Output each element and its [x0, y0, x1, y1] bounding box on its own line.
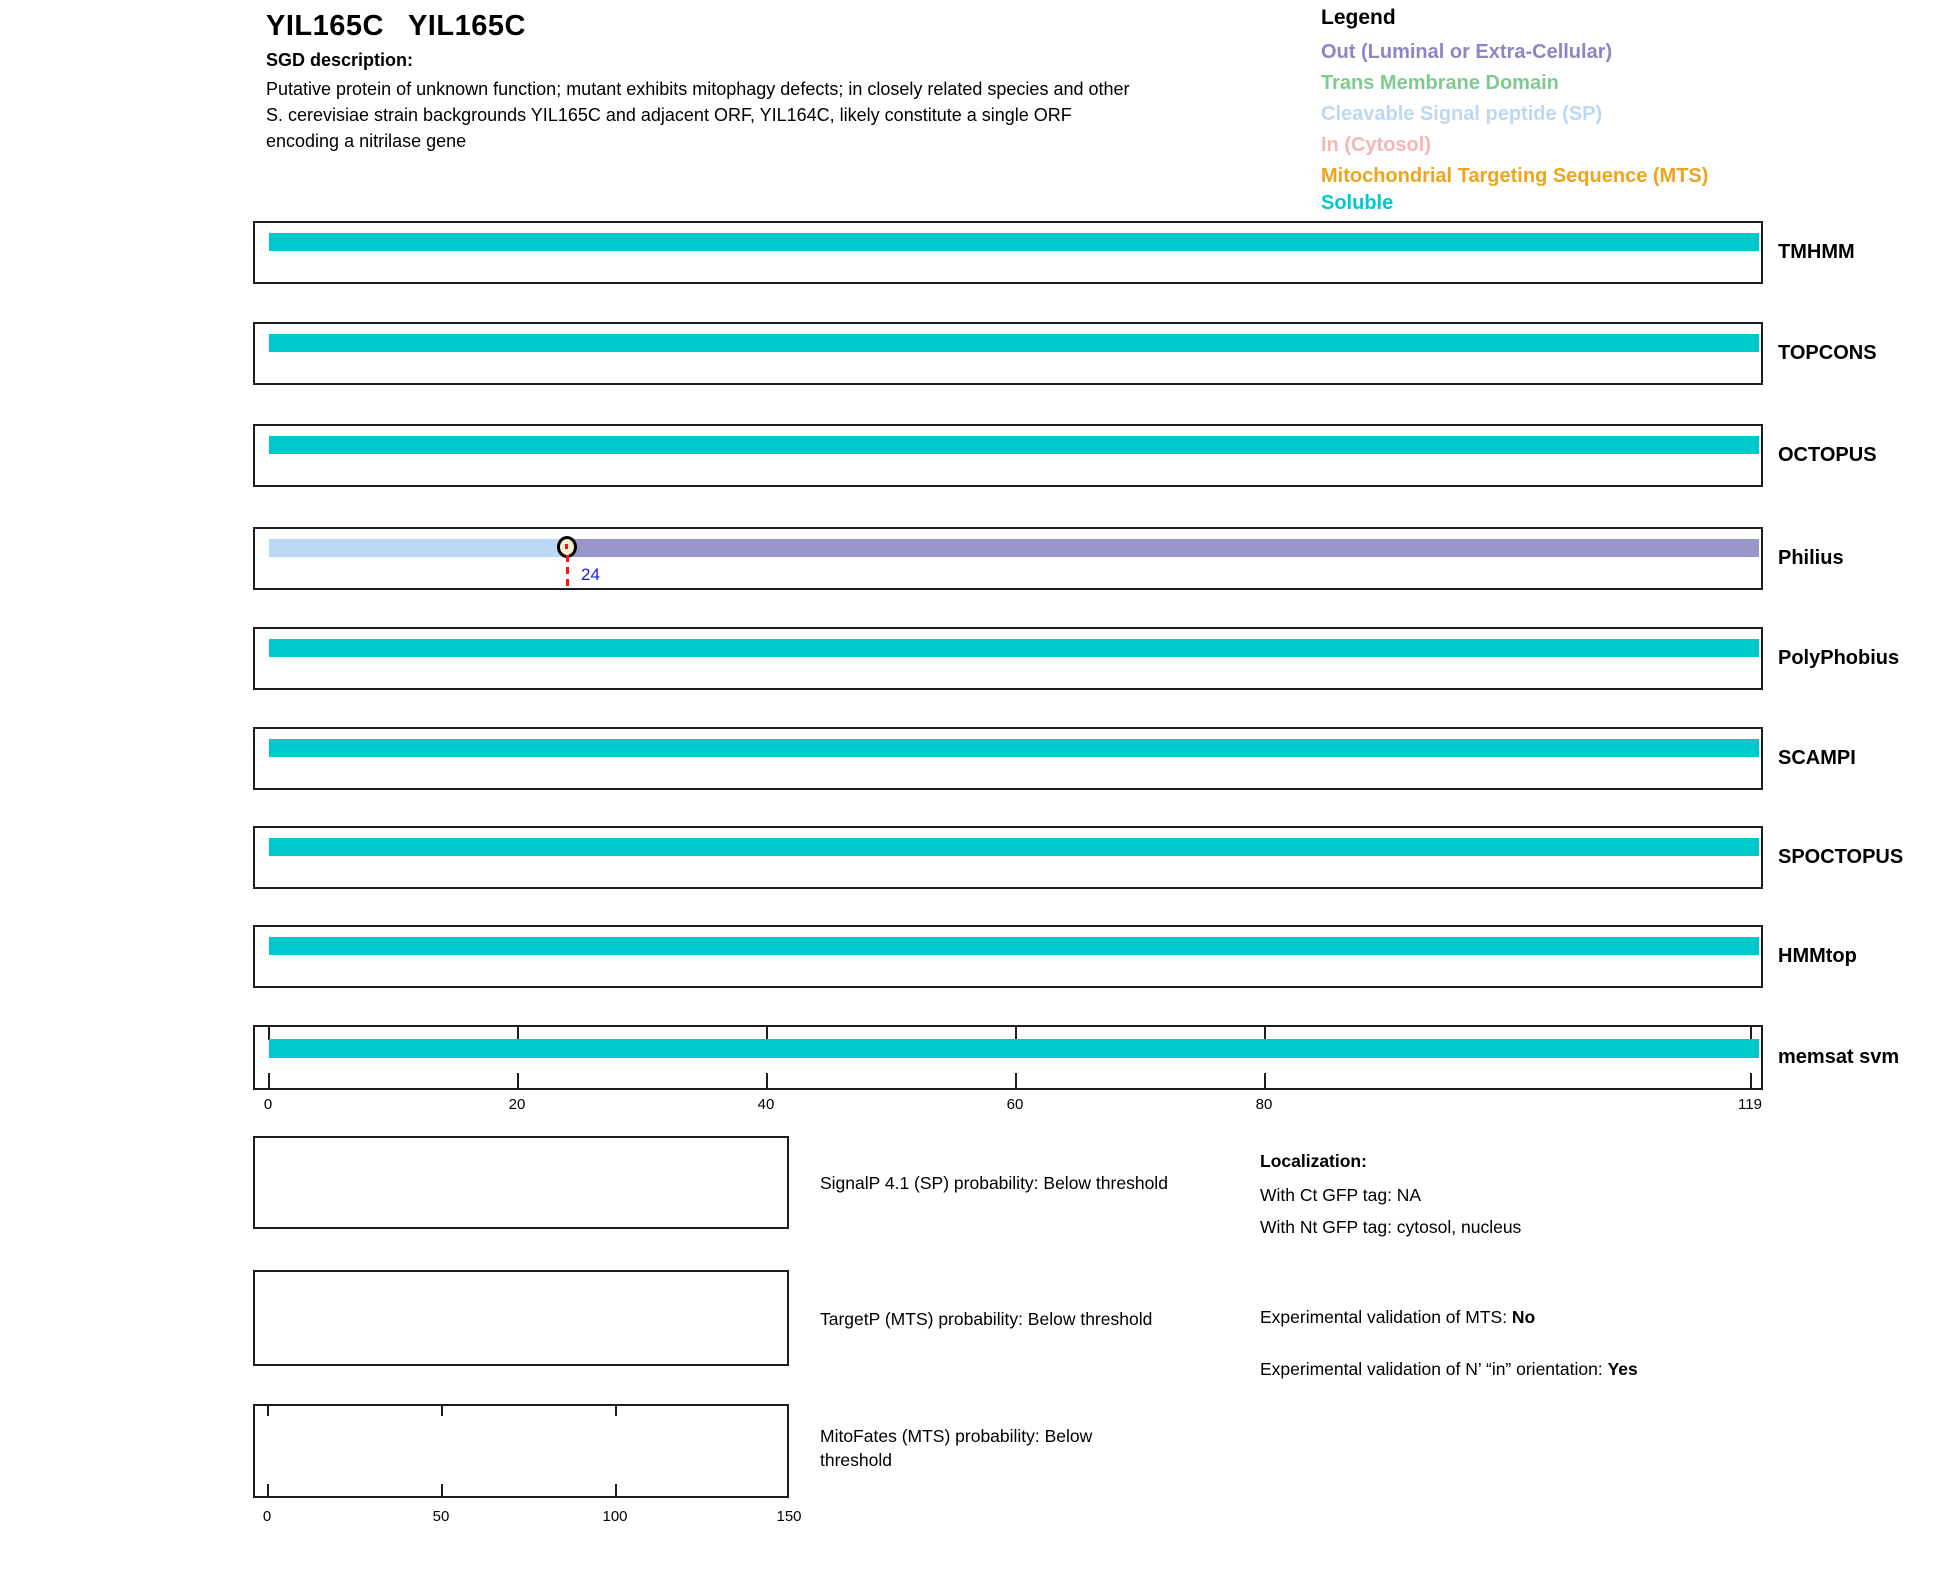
signalp-label: SignalP 4.1 (SP) probability: Below threshold: [820, 1173, 1168, 1193]
x-axis-tick-label: 80: [1255, 1096, 1273, 1113]
soluble-bar: [269, 937, 1759, 955]
legend-item-out: Out (Luminal or Extra-Cellular): [1321, 41, 1613, 63]
ct-gfp-line: With Ct GFP tag: NA: [1260, 1185, 1422, 1205]
axis-tick: [615, 1484, 617, 1496]
targetp-label: TargetP (MTS) probability: Below threshold: [820, 1309, 1153, 1329]
mts-validation-line: [1260, 1307, 1535, 1328]
axis-tick: [615, 1406, 617, 1416]
axis-tick: [517, 1073, 519, 1088]
track-label-philius: Philius: [1778, 547, 1844, 569]
soluble-bar: [269, 1039, 1759, 1058]
soluble-bar: [269, 838, 1759, 856]
gene-id: YIL165C: [266, 10, 384, 42]
soluble-bar: [269, 436, 1759, 454]
track-box-memsat: [253, 1025, 1763, 1090]
prob-axis-tick-label: 150: [776, 1508, 802, 1525]
prob-axis-tick-label: 0: [262, 1508, 272, 1525]
legend-title: Legend: [1321, 6, 1396, 29]
track-label-octopus: OCTOPUS: [1778, 444, 1877, 466]
targetp-plot: [253, 1270, 789, 1366]
prob-axis-tick-label: 100: [602, 1508, 628, 1525]
description-line: Putative protein of unknown function; mutant exhibits mitophagy defects; in closely related species and other: [266, 79, 1130, 99]
mitofates-label: [820, 1424, 1092, 1472]
signal-peptide-segment: [269, 539, 567, 557]
description-line: S. cerevisiae strain backgrounds YIL165C and adjacent ORF, YIL164C, likely constitute a single ORF: [266, 105, 1072, 125]
x-axis-tick-label: 0: [263, 1096, 273, 1113]
legend-item-in: In (Cytosol): [1321, 134, 1431, 156]
legend-item-sp: Cleavable Signal peptide (SP): [1321, 103, 1603, 125]
marker-dot: [565, 544, 568, 549]
axis-tick: [766, 1073, 768, 1088]
axis-tick: [441, 1406, 443, 1416]
soluble-bar: [269, 334, 1759, 352]
legend-item-tm: Trans Membrane Domain: [1321, 72, 1559, 94]
soluble-bar: [269, 233, 1759, 251]
axis-tick: [267, 1484, 269, 1496]
x-axis-tick-label: 60: [1006, 1096, 1024, 1113]
mitofates-plot: [253, 1404, 789, 1498]
mts-validation-value: No: [1511, 1307, 1536, 1327]
x-axis-tick-label: 119: [1738, 1096, 1762, 1113]
track-label-hmmtop: HMMtop: [1778, 945, 1857, 967]
orientation-validation-line: [1260, 1359, 1638, 1380]
soluble-bar: [269, 639, 1759, 657]
description-line: encoding a nitrilase gene: [266, 131, 467, 151]
x-axis-tick-label: 40: [757, 1096, 775, 1113]
track-box-philius: [253, 527, 1763, 590]
soluble-bar: [269, 739, 1759, 757]
legend-item-soluble: Soluble: [1321, 192, 1394, 214]
axis-tick: [1264, 1073, 1266, 1088]
track-label-spoctopus: SPOCTOPUS: [1778, 846, 1904, 868]
track-box-scampi: [253, 727, 1763, 790]
axis-tick: [1015, 1073, 1017, 1088]
orientation-validation-label: Experimental validation of N’ “in” orientation:: [1260, 1359, 1608, 1379]
track-box-spoctopus: [253, 826, 1763, 889]
track-label-polyphobius: PolyPhobius: [1778, 647, 1900, 669]
track-label-topcons: TOPCONS: [1778, 342, 1877, 364]
track-box-tmhmm: [253, 221, 1763, 284]
marker-dashed-line: [566, 555, 569, 590]
track-label-tmhmm: TMHMM: [1778, 241, 1855, 263]
track-box-octopus: [253, 424, 1763, 487]
legend-item-mts: Mitochondrial Targeting Sequence (MTS): [1321, 165, 1709, 187]
track-label-scampi: SCAMPI: [1778, 747, 1856, 769]
axis-tick: [1750, 1073, 1752, 1088]
prob-axis-tick-label: 50: [432, 1508, 450, 1525]
track-box-polyphobius: [253, 627, 1763, 690]
track-box-topcons: [253, 322, 1763, 385]
track-box-hmmtop: [253, 925, 1763, 988]
axis-tick: [441, 1484, 443, 1496]
marker-position-label: 24: [581, 565, 600, 584]
out-segment: [567, 539, 1759, 557]
orientation-validation-value: Yes: [1607, 1359, 1638, 1379]
gene-name: YIL165C: [407, 10, 526, 42]
nt-gfp-line: With Nt GFP tag: cytosol, nucleus: [1260, 1217, 1522, 1237]
mitofates-label-line1: MitoFates (MTS) probability: Below: [820, 1426, 1093, 1446]
localization-heading: Localization:: [1260, 1151, 1367, 1171]
signalp-plot: [253, 1136, 789, 1229]
track-label-memsat: memsat svm: [1778, 1046, 1900, 1068]
axis-tick: [267, 1406, 269, 1416]
x-axis-tick-label: 20: [508, 1096, 526, 1113]
mts-validation-label: Experimental validation of MTS:: [1260, 1307, 1512, 1327]
axis-tick: [268, 1073, 270, 1088]
mitofates-label-line2: threshold: [820, 1450, 892, 1470]
sgd-description-heading: SGD description:: [266, 50, 414, 70]
page-title: [266, 10, 526, 43]
